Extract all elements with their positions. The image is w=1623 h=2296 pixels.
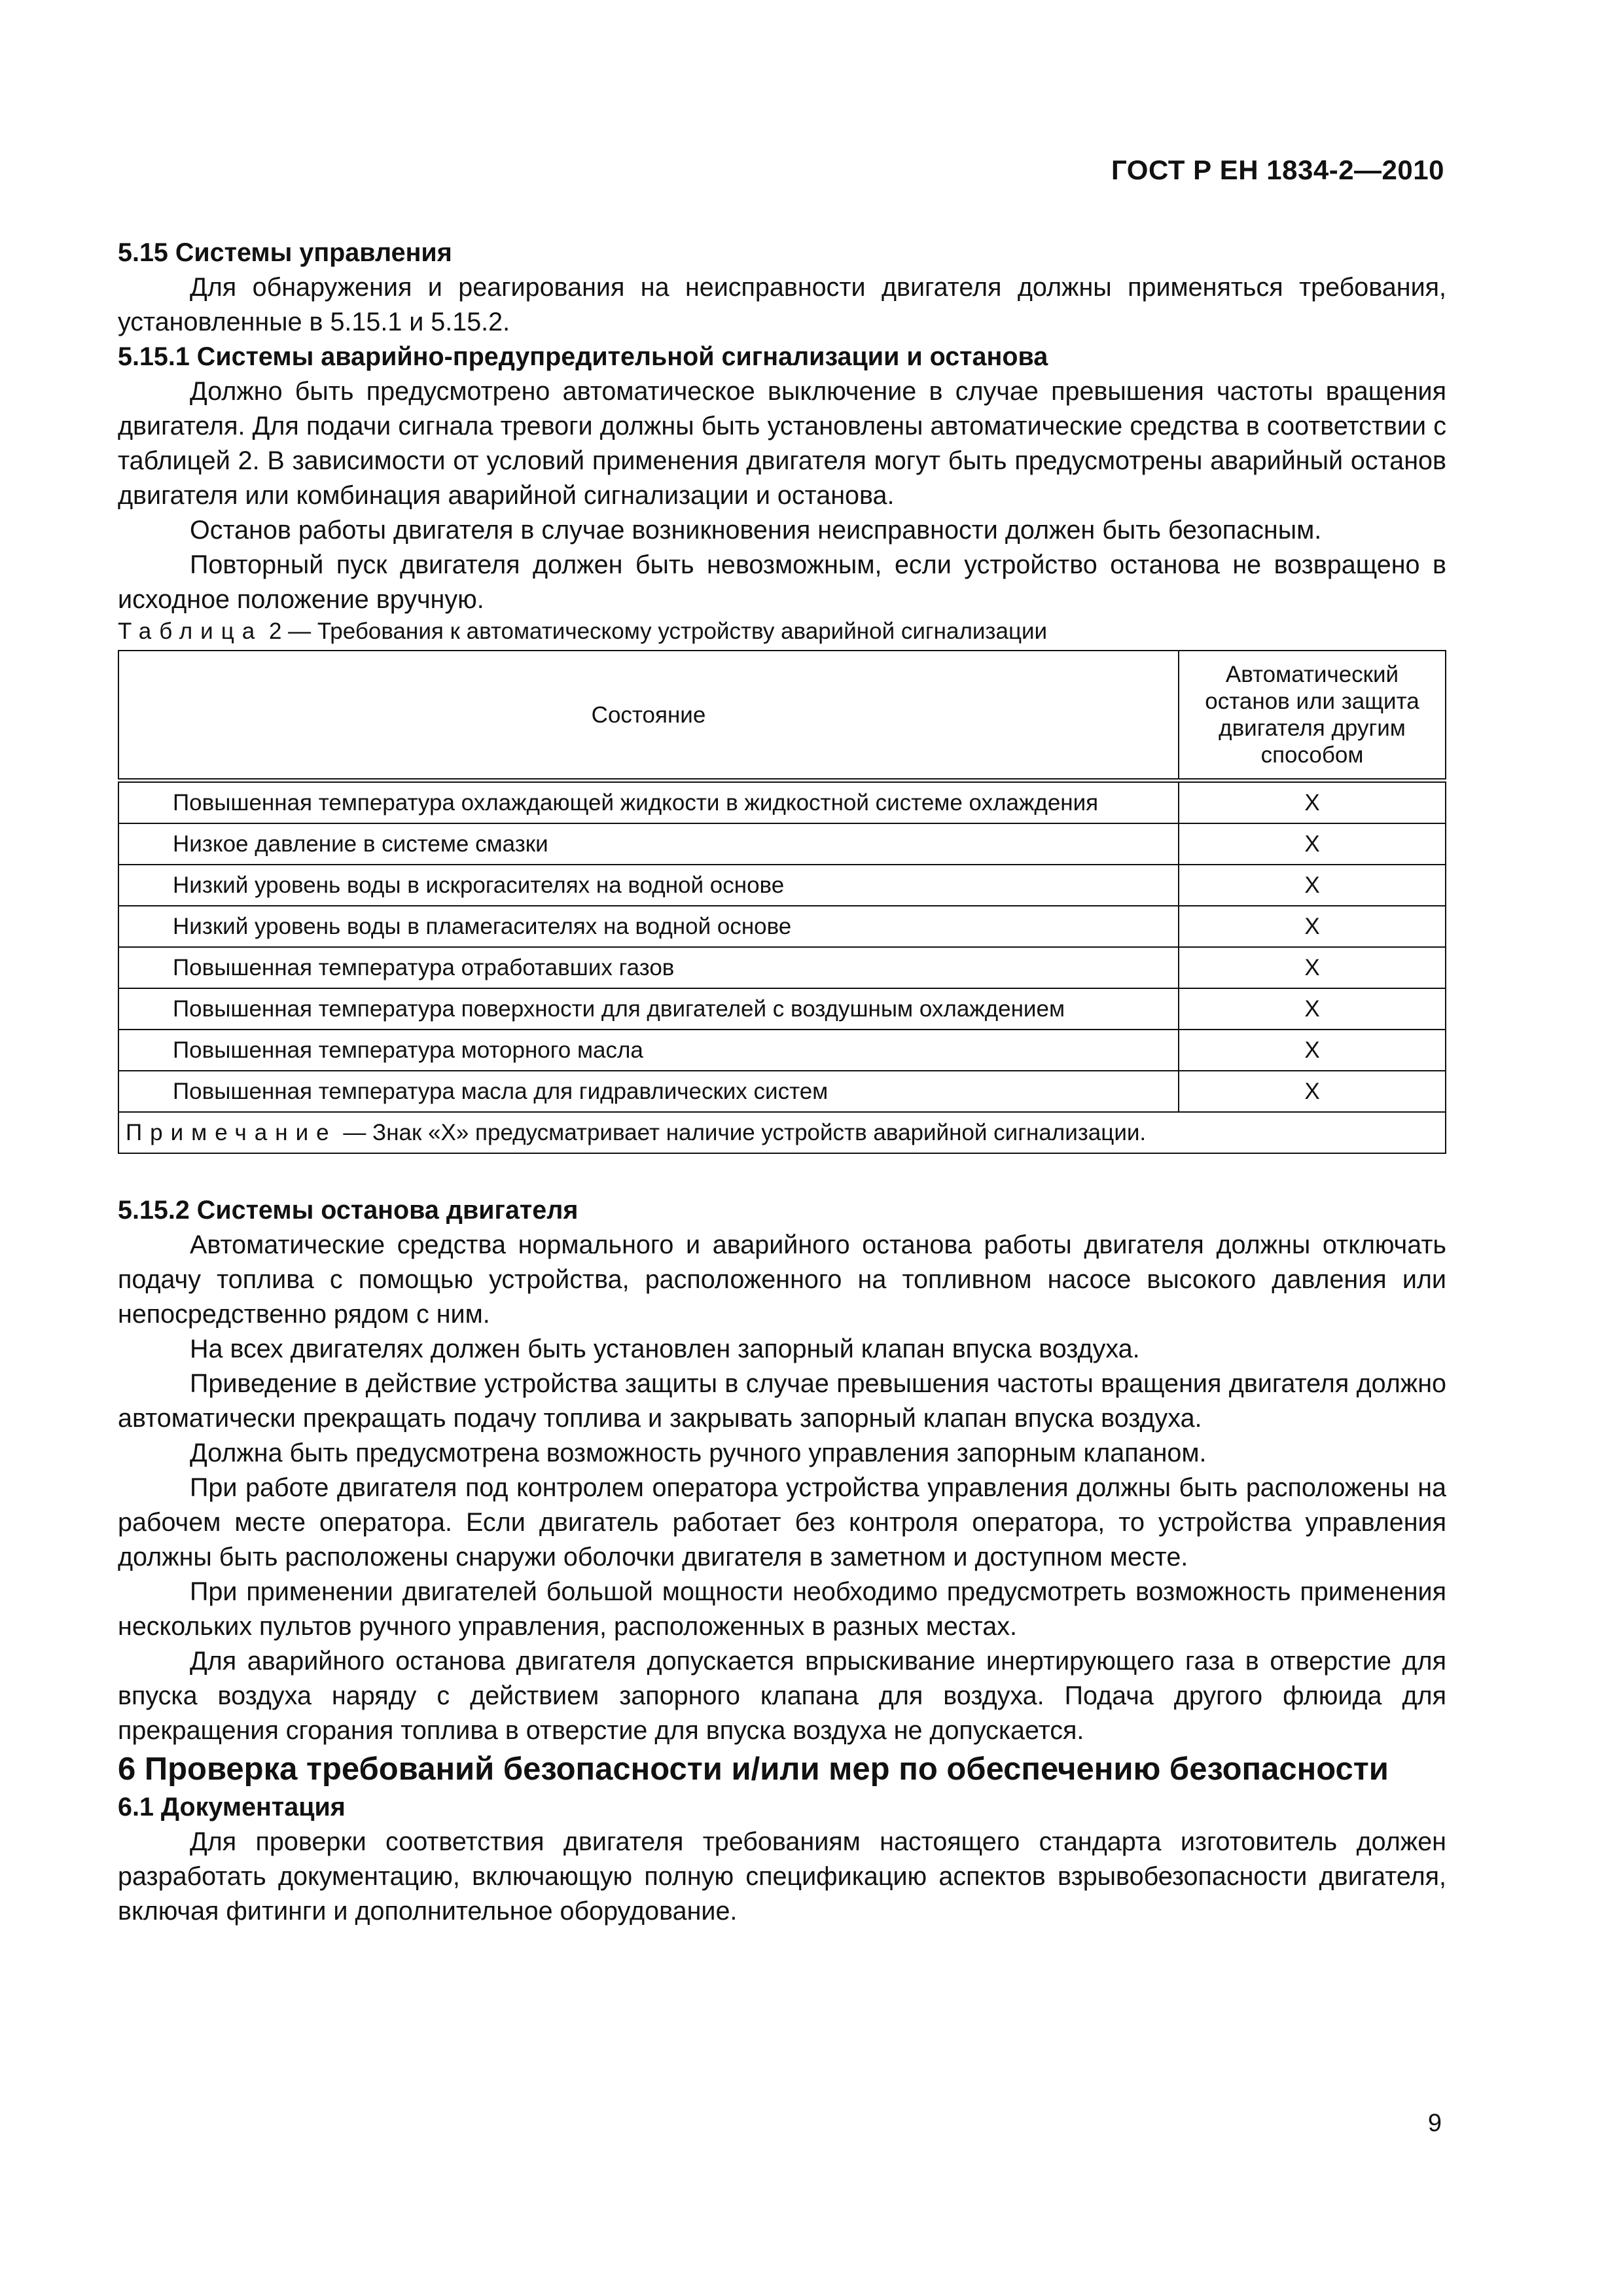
table-cell-mark: X xyxy=(1179,865,1446,906)
table-cell-condition: Повышенная температура отработавших газов xyxy=(118,947,1179,988)
table-cell-condition: Повышенная температура моторного масла xyxy=(118,1030,1179,1071)
section-5-15-2-paragraph-6: При применении двигателей большой мощности необходимо предусмотреть возможность применения нескольких пультов ручного управления, расположенных в разных местах. xyxy=(118,1577,1446,1641)
document-id-header: ГОСТ Р ЕН 1834-2—2010 xyxy=(1111,154,1444,185)
table-cell-mark: X xyxy=(1179,1071,1446,1112)
table-cell-mark: X xyxy=(1179,781,1446,824)
table-cell-mark: X xyxy=(1179,823,1446,865)
table-note-text: — Знак «X» предусматривает наличие устройств аварийной сигнализации. xyxy=(343,1120,1147,1145)
section-5-15-2-paragraph-7: Для аварийного останова двигателя допускается впрыскивание инертирующего газа в отверстие для впуска воздуха наряду с действием запорного клапана для воздуха. Подача другого флюида для прекращения сгорания топлива в отверстие для впуска воздуха не допускается. xyxy=(118,1647,1446,1745)
section-6-title: 6 Проверка требований безопасности и/или мер по обеспечению безопасности xyxy=(118,1751,1389,1787)
table-row xyxy=(118,865,1446,906)
section-5-15-1-paragraph-1: Должно быть предусмотрено автоматическое выключение в случае превышения частоты вращения двигателя. Для подачи сигнала тревоги должны быть установлены автоматические средства в соответствии с таблицей 2. В зависимости от условий применения двигателя могут быть предусмотрены аварийный останов двигателя или комбинация аварийной сигнализации и останова. xyxy=(118,377,1446,510)
table-cell-mark: X xyxy=(1179,947,1446,988)
section-5-15-2-paragraph-2: На всех двигателях должен быть установлен запорный клапан впуска воздуха. xyxy=(190,1335,1140,1363)
table-cell-condition: Низкий уровень воды в пламегасителях на водной основе xyxy=(118,906,1179,947)
section-6-1-title: 6.1 Документация xyxy=(118,1793,346,1821)
table-cell-mark: X xyxy=(1179,906,1446,947)
table-cell-condition: Повышенная температура охлаждающей жидкости в жидкостной системе охлаждения xyxy=(118,781,1179,824)
table-row xyxy=(118,947,1446,988)
table-row xyxy=(118,1071,1446,1112)
table-cell-condition: Низкое давление в системе смазки xyxy=(118,823,1179,865)
section-5-15-2 xyxy=(118,1193,1446,1748)
section-5-15-paragraph: Для обнаружения и реагирования на неисправности двигателя должны применяться требования, установленные в 5.15.1 и 5.15.2. xyxy=(118,273,1446,336)
table-cell-condition: Повышенная температура поверхности для двигателей с воздушным охлаждением xyxy=(118,988,1179,1030)
table-2-header-condition: Состояние xyxy=(118,651,1179,781)
table-2-header-shutdown: Автоматический останов или защита двигателя другим способом xyxy=(1179,651,1446,781)
table-row xyxy=(118,906,1446,947)
table-note xyxy=(118,1112,1446,1153)
table-2-caption-text: 2 — Требования к автоматическому устройству аварийной сигнализации xyxy=(268,619,1048,644)
section-5-15-title: 5.15 Системы управления xyxy=(118,238,452,267)
page-number: 9 xyxy=(1427,2109,1442,2137)
section-6-1-paragraph: Для проверки соответствия двигателя требованиям настоящего стандарта изготовитель должен разработать документацию, включающую полную спецификацию аспектов взрывобезопасности двигателя, включая фитинги и дополнительное оборудование. xyxy=(118,1827,1446,1926)
table-cell-condition: Низкий уровень воды в искрогасителях на водной основе xyxy=(118,865,1179,906)
table-2 xyxy=(118,650,1446,1154)
section-5-15-1-title: 5.15.1 Системы аварийно-предупредительной сигнализации и останова xyxy=(118,342,1048,371)
section-5-15-2-paragraph-4: Должна быть предусмотрена возможность ручного управления запорным клапаном. xyxy=(190,1439,1207,1467)
section-5-15-2-title: 5.15.2 Системы останова двигателя xyxy=(118,1196,579,1225)
section-5-15-1-paragraph-3: Повторный пуск двигателя должен быть невозможным, если устройство останова не возвращено в исходное положение вручную. xyxy=(118,550,1446,614)
table-2-caption-label: Таблица xyxy=(118,619,263,644)
table-row xyxy=(118,781,1446,824)
table-2-caption xyxy=(118,617,1446,646)
table-row xyxy=(118,823,1446,865)
table-note-row xyxy=(118,1112,1446,1153)
section-5-15-2-paragraph-1: Автоматические средства нормального и аварийного останова работы двигателя должны отключать подачу топлива с помощью устройства, расположенного на топливном насосе высокого давления или непосредственно рядом с ним. xyxy=(118,1230,1446,1329)
section-5-15-1-paragraph-2: Останов работы двигателя в случае возникновения неисправности должен быть безопасным. xyxy=(190,516,1322,545)
section-5-15-2-paragraph-5: При работе двигателя под контролем оператора устройства управления должны быть расположены на рабочем месте оператора. Если двигатель работает без контроля оператора, то устройства управления должны быть расположены снаружи оболочки двигателя в заметном и доступном месте. xyxy=(118,1473,1446,1571)
section-5-15-2-paragraph-3: Приведение в действие устройства защиты в случае превышения частоты вращения двигателя должно автоматически прекращать подачу топлива и закрывать запорный клапан впуска воздуха. xyxy=(118,1369,1446,1433)
table-row xyxy=(118,988,1446,1030)
table-cell-mark: X xyxy=(1179,1030,1446,1071)
table-cell-condition: Повышенная температура масла для гидравлических систем xyxy=(118,1071,1179,1112)
table-row xyxy=(118,1030,1446,1071)
page-content xyxy=(118,236,1446,1929)
table-cell-mark: X xyxy=(1179,988,1446,1030)
table-note-label: Примечание xyxy=(126,1120,337,1145)
